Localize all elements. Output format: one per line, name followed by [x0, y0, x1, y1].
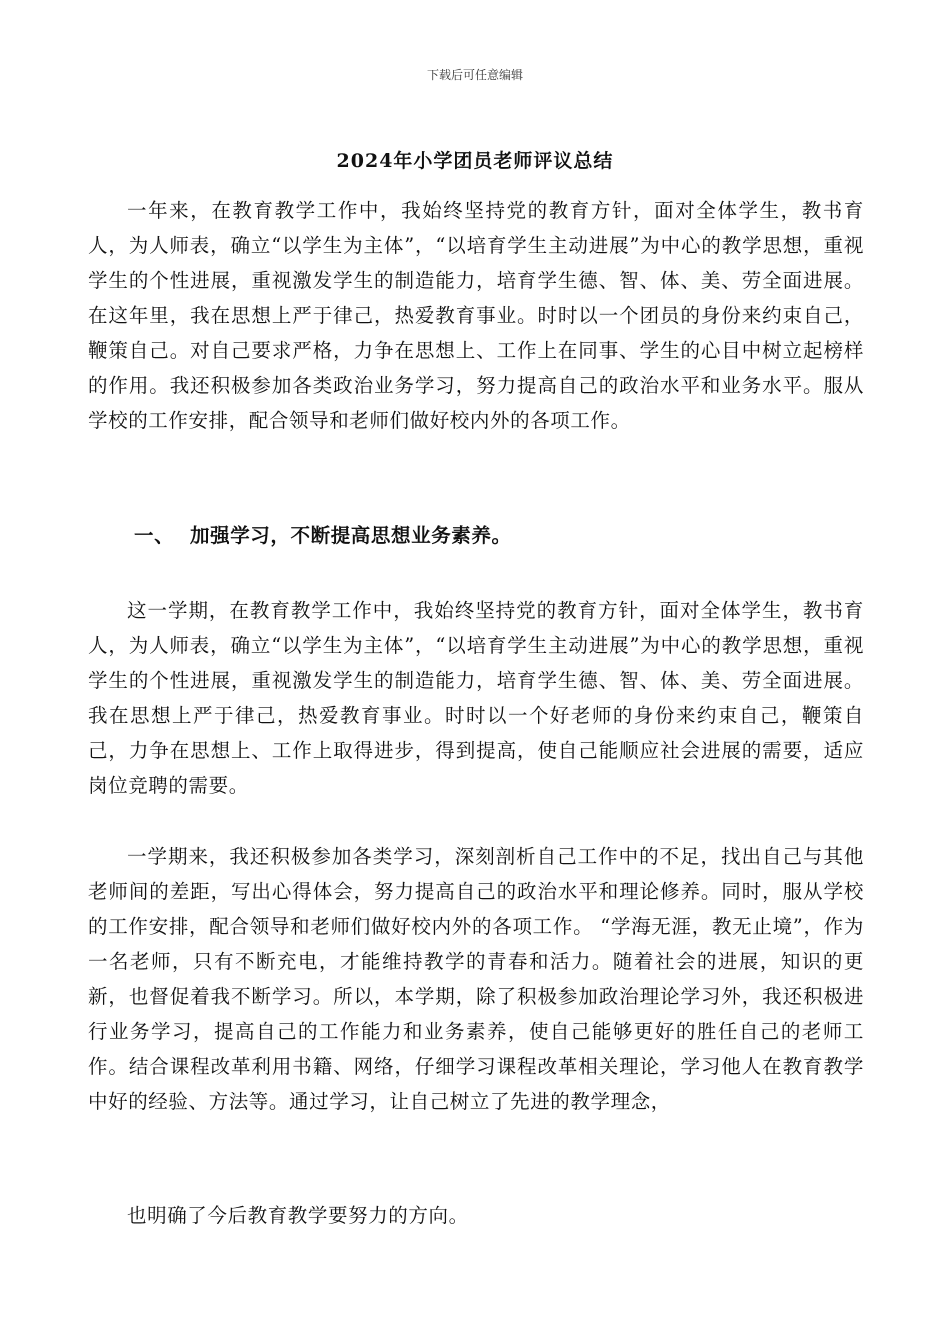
section-number: 一、	[134, 524, 175, 547]
body-paragraph: 这一学期，在教育教学工作中，我始终坚持党的教育方针，面对全体学生，教书育人，为人师表，确立“以学生为主体”，“以培育学生主动进展”为中心的教学思想，重视学生的个性进展，重视激发学生的制造能力，培育学生德、智、体、美、劳全面进展。我在思想上严于律己，热爱教育事业。时时以一个好老师的身份来约束自己，鞭策自己，力争在思想上、工作上取得进步，得到提高，使自己能顺应社会进展的需要，适应岗位竞聘的需要。	[88, 598, 864, 797]
body-paragraph: 也明确了今后教育教学要努力的方向。	[127, 1203, 469, 1227]
section-heading-text: 加强学习，不断提高思想业务素养。	[190, 524, 512, 547]
section-heading	[134, 520, 512, 548]
intro-paragraph: 一年来，在教育教学工作中，我始终坚持党的教育方针，面对全体学生，教书育人，为人师表，确立“以学生为主体”，“以培育学生主动进展”为中心的教学思想，重视学生的个性进展，重视激发学生的制造能力，培育学生德、智、体、美、劳全面进展。在这年里，我在思想上严于律己，热爱教育事业。时时以一个团员的身份来约束自己，鞭策自己。对自己要求严格，力争在思想上、工作上在同事、学生的心目中树立起榜样的作用。我还积极参加各类政治业务学习，努力提高自己的政治水平和业务水平。服从学校的工作安排，配合领导和老师们做好校内外的各项工作。	[88, 198, 864, 432]
document-title: 2024年小学团员老师评议总结	[336, 150, 614, 172]
page-header-note: 下载后可任意编辑	[426, 68, 523, 82]
body-paragraph: 一学期来，我还积极参加各类学习，深刻剖析自己工作中的不足，找出自己与其他老师间的差距，写出心得体会，努力提高自己的政治水平和理论修养。同时，服从学校的工作安排，配合领导和老师们做好校内外的各项工作。 “学海无涯，教无止境”，作为一名老师，只有不断充电，才能维持教学的青春和活力。随着社会的进展，知识的更新，也督促着我不断学习。所以，本学期，除了积极参加政治理论学习外，我还积极进行业务学习，提高自己的工作能力和业务素养，使自己能够更好的胜任自己的老师工作。结合课程改革利用书籍、网络，仔细学习课程改革相关理论，学习他人在教育教学中好的经验、方法等。通过学习，让自己树立了先进的教学理念，	[88, 844, 864, 1113]
